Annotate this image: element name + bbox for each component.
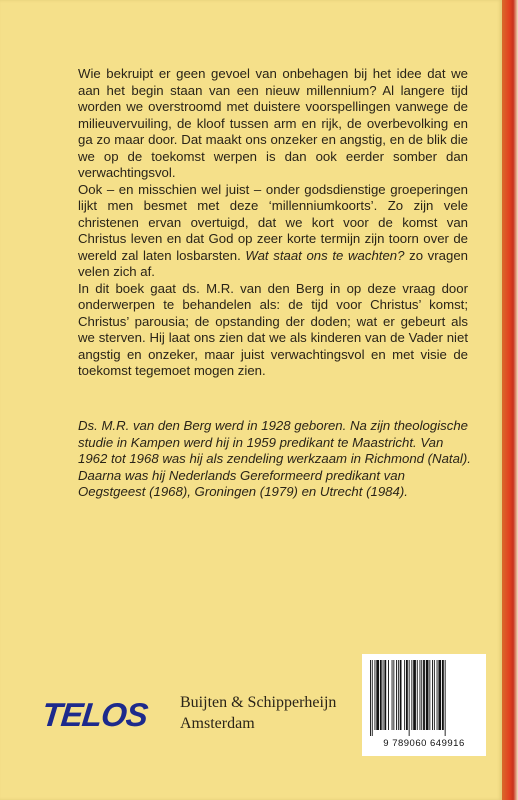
publisher-imprint — [180, 692, 336, 734]
blurb-paragraph-2 — [78, 182, 468, 281]
barcode-bar — [417, 660, 418, 730]
barcode-bar — [442, 660, 444, 730]
barcode-bar — [372, 660, 373, 736]
barcode-bar — [376, 660, 379, 730]
isbn-number: 9 789060 649916 — [383, 738, 465, 749]
telos-logo: TELOS — [40, 696, 150, 733]
barcode-bar — [388, 660, 389, 730]
barcode-bar — [383, 660, 384, 730]
barcode-bar — [380, 660, 382, 730]
barcode-bar — [445, 660, 446, 736]
barcode-bar — [404, 660, 405, 730]
barcode-bar — [375, 660, 376, 730]
barcode-bar — [426, 660, 429, 730]
barcode-bar — [400, 660, 402, 730]
barcode-bar — [409, 660, 410, 736]
barcode — [362, 654, 486, 756]
barcode-bar — [406, 660, 408, 730]
blurb-paragraph-2-end: zo vragen velen zich af. — [78, 247, 468, 279]
barcode-bar — [396, 660, 397, 730]
barcode-bar — [420, 660, 421, 730]
barcode-bar — [392, 660, 393, 730]
publisher-name: Buijten & Schipperheijn — [180, 694, 337, 711]
barcode-bar — [413, 660, 416, 730]
spine-edge — [502, 0, 518, 800]
blurb-text — [78, 66, 468, 380]
author-bio: Ds. M.R. van den Berg werd in 1928 geboren. Na zijn theologische studie in Kampen werd hij in 1959 predikant te Maastricht. Van 1962 tot 1968 was hij als zendeling werkzaam in Richmond (Natal). Daarna was hij Nederlands Gereformeerd predikant van Oegstgeest (1968), Groningen (1979) en Utrecht (1984). — [78, 418, 471, 499]
barcode-bar — [421, 660, 422, 730]
barcode-bar — [434, 660, 435, 730]
barcode-bar — [438, 660, 441, 730]
blurb-paragraph-2-start: Ook – en misschien wel juist – onder godsdienstige groeperingen lijkt men besmet met deze ‘millenniumkoorts’. Zo zijn vele christenen ervan overtuigd, dat we kort voor de komst van Christus leven en dat God op zeer korte termijn zijn toorn over de wereld zal laten losbarsten. — [78, 181, 468, 263]
barcode-bar — [432, 660, 433, 730]
blurb-question: Wat staat ons te wachten? — [245, 247, 405, 263]
barcode-bar — [429, 660, 430, 730]
barcode-bar — [437, 660, 438, 730]
blurb-paragraph-3: In dit boek gaat ds. M.R. van den Berg in op deze vraag door onderwerpen te behandelen als: de tijd voor Christus’ komst; Christus’ parousia; de opstanding der doden; wat er gebeurt als we sterven. Hij laat ons zien dat we als kinderen van de Vader niet angstig en onzeker, maar juist verwachtingsvol en met visie de toekomst tegemoet mogen zien. — [78, 280, 468, 378]
barcode-bar — [423, 660, 425, 730]
barcode-bars — [368, 660, 480, 736]
blurb-paragraph-1: Wie bekruipt er geen gevoel van onbehagen bij het idee dat we aan het begin staan van een nieuw millennium? Al langere tijd worden we overstroomd met duistere voorspellingen vanwege de milieuvervuiling, de kloof tussen arm en rijk, de overbevolking en ga zo maar door. Dat maakt ons onzeker en angstig, en de blik die we op de toekomst werpen is dan ook eerder somber dan verwachtingsvol. — [78, 66, 468, 180]
publisher-city: Amsterdam — [180, 715, 255, 732]
barcode-bar — [370, 660, 371, 736]
barcode-bar — [398, 660, 399, 730]
barcode-bar — [411, 660, 412, 730]
barcode-bar — [384, 660, 386, 730]
barcode-bar — [393, 660, 394, 730]
